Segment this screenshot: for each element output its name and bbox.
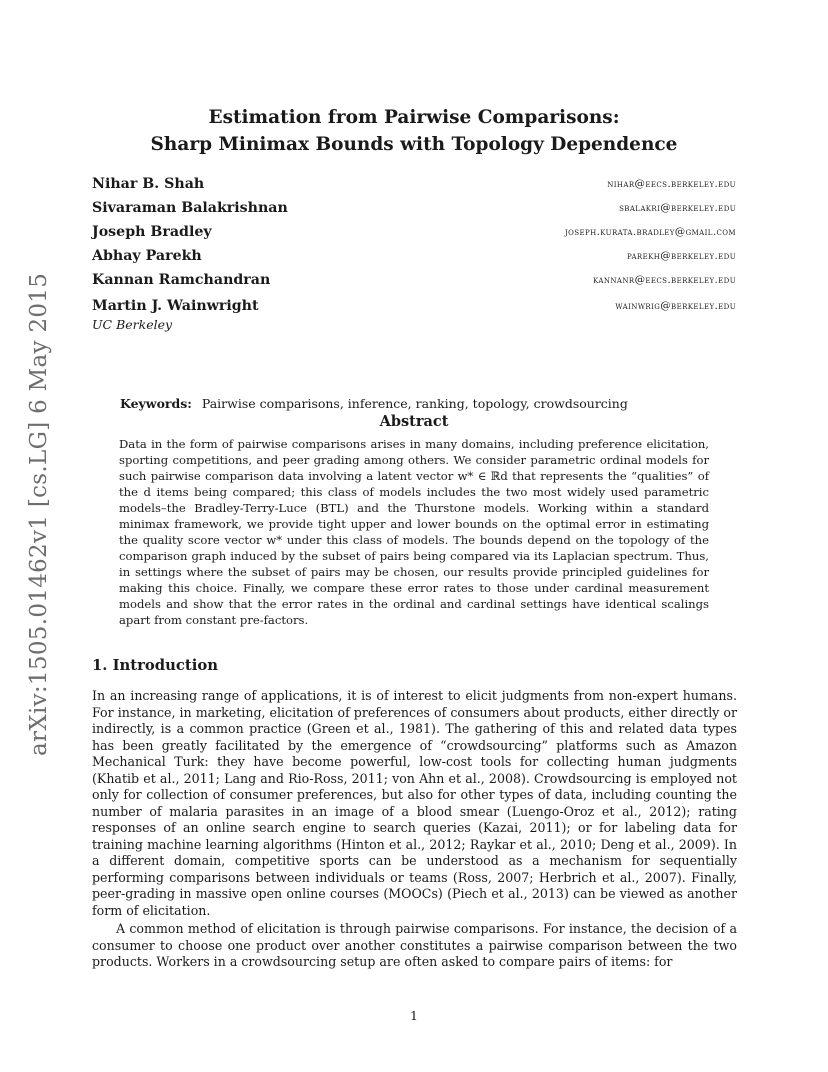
author-entry: [92, 248, 736, 270]
arxiv-identifier-stamp: [4, 0, 64, 1072]
author-entry: [92, 272, 736, 294]
author-entry: [92, 200, 736, 222]
body-paragraph: A common method of elicitation is through pairwise comparisons. For instance, the decision of a consumer to choose one product over another constitutes a pairwise comparison between the two products. Workers in a crowdsourcing setup are often asked to compare pairs of items: for: [92, 921, 737, 969]
section-heading: 1. Introduction: [92, 657, 218, 674]
paper-title: [0, 104, 828, 158]
author-email: joseph.kurata.bradley@gmail.com: [564, 226, 736, 238]
keywords: [120, 396, 628, 411]
author-email: wainwrig@berkeley.edu: [615, 300, 736, 312]
author-email: nihar@eecs.berkeley.edu: [607, 178, 736, 190]
author-email: sbalakri@berkeley.edu: [619, 202, 736, 214]
body-paragraph: In an increasing range of applications, it is of interest to elicit judgments from non-expert humans. For instance, in marketing, elicitation of preferences of consumers about products, either directly or indirectly, is a common practice (Green et al., 1981). The gathering of this and related data types has been greatly facilitated by the emergence of “crowdsourcing” platforms such as Amazon Mechanical Turk: they have become powerful, low-cost tools for collecting human judgments (Khatib et al., 2011; Lang and Rio-Ross, 2011; von Ahn et al., 2008). Crowdsourcing is employed not only for collection of consumer preferences, but also for other types of data, including counting the number of malaria parasites in an image of a blood smear (Luengo-Oroz et al., 2012); rating responses of an online search engine to search queries (Kazai, 2011); or for labeling data for training machine learning algorithms (Hinton et al., 2012; Raykar et al., 2010; Deng et al., 2009). In a different domain, competitive sports can be understood as a mechanism for sequentially performing comparisons between individuals or teams (Ross, 2007; Herbrich et al., 2007). Finally, peer-grading in massive open online courses (MOOCs) (Piech et al., 2013) can be viewed as another form of elicitation.: [92, 688, 737, 918]
abstract-heading: Abstract: [379, 413, 449, 430]
paper-title-line-2: Sharp Minimax Bounds with Topology Dependence: [150, 134, 678, 155]
author-name: Joseph Bradley: [92, 224, 212, 240]
author-email: parekh@berkeley.edu: [627, 250, 736, 262]
author-entry: [92, 298, 736, 320]
introduction-body: [92, 688, 737, 971]
keywords-label: Keywords:: [120, 396, 192, 411]
author-name: Kannan Ramchandran: [92, 272, 271, 288]
author-name: Nihar B. Shah: [92, 176, 205, 192]
author-entry: [92, 224, 736, 246]
page-number: 1: [410, 1008, 418, 1023]
keywords-text: Pairwise comparisons, inference, ranking, topology, crowdsourcing: [201, 396, 628, 411]
affiliation: UC Berkeley: [92, 317, 173, 332]
abstract-text: Data in the form of pairwise comparisons arises in many domains, including preference elicitation, sporting competitions, and peer grading among others. We consider parametric ordinal models for such pairwise comparison data involving a latent vector w* ∈ ℝd that represents the “qualities” of the d items being compared; this class of models includes the two most widely used parametric models–the Bradley-Terry-Luce (BTL) and the Thurstone models. Working within a standard minimax framework, we provide tight upper and lower bounds on the optimal error in estimating the quality score vector w* under this class of models. The bounds depend on the topology of the comparison graph induced by the subset of pairs being compared via its Laplacian spectrum. Thus, in settings where the subset of pairs may be chosen, our results provide principled guidelines for making this choice. Finally, we compare these error rates to those under cardinal measurement models and show that the error rates in the ordinal and cardinal settings have identical scalings apart from constant pre-factors.: [119, 437, 709, 627]
arxiv-identifier-text: arXiv:1505.01462v1 [cs.LG] 6 May 2015: [26, 272, 52, 756]
author-name: Sivaraman Balakrishnan: [92, 200, 288, 216]
author-entry: [92, 176, 736, 198]
paper-title-line-1: Estimation from Pairwise Comparisons:: [208, 107, 620, 128]
author-name: Martin J. Wainwright: [92, 298, 259, 314]
author-name: Abhay Parekh: [92, 248, 202, 264]
author-email: kannanr@eecs.berkeley.edu: [593, 274, 736, 286]
